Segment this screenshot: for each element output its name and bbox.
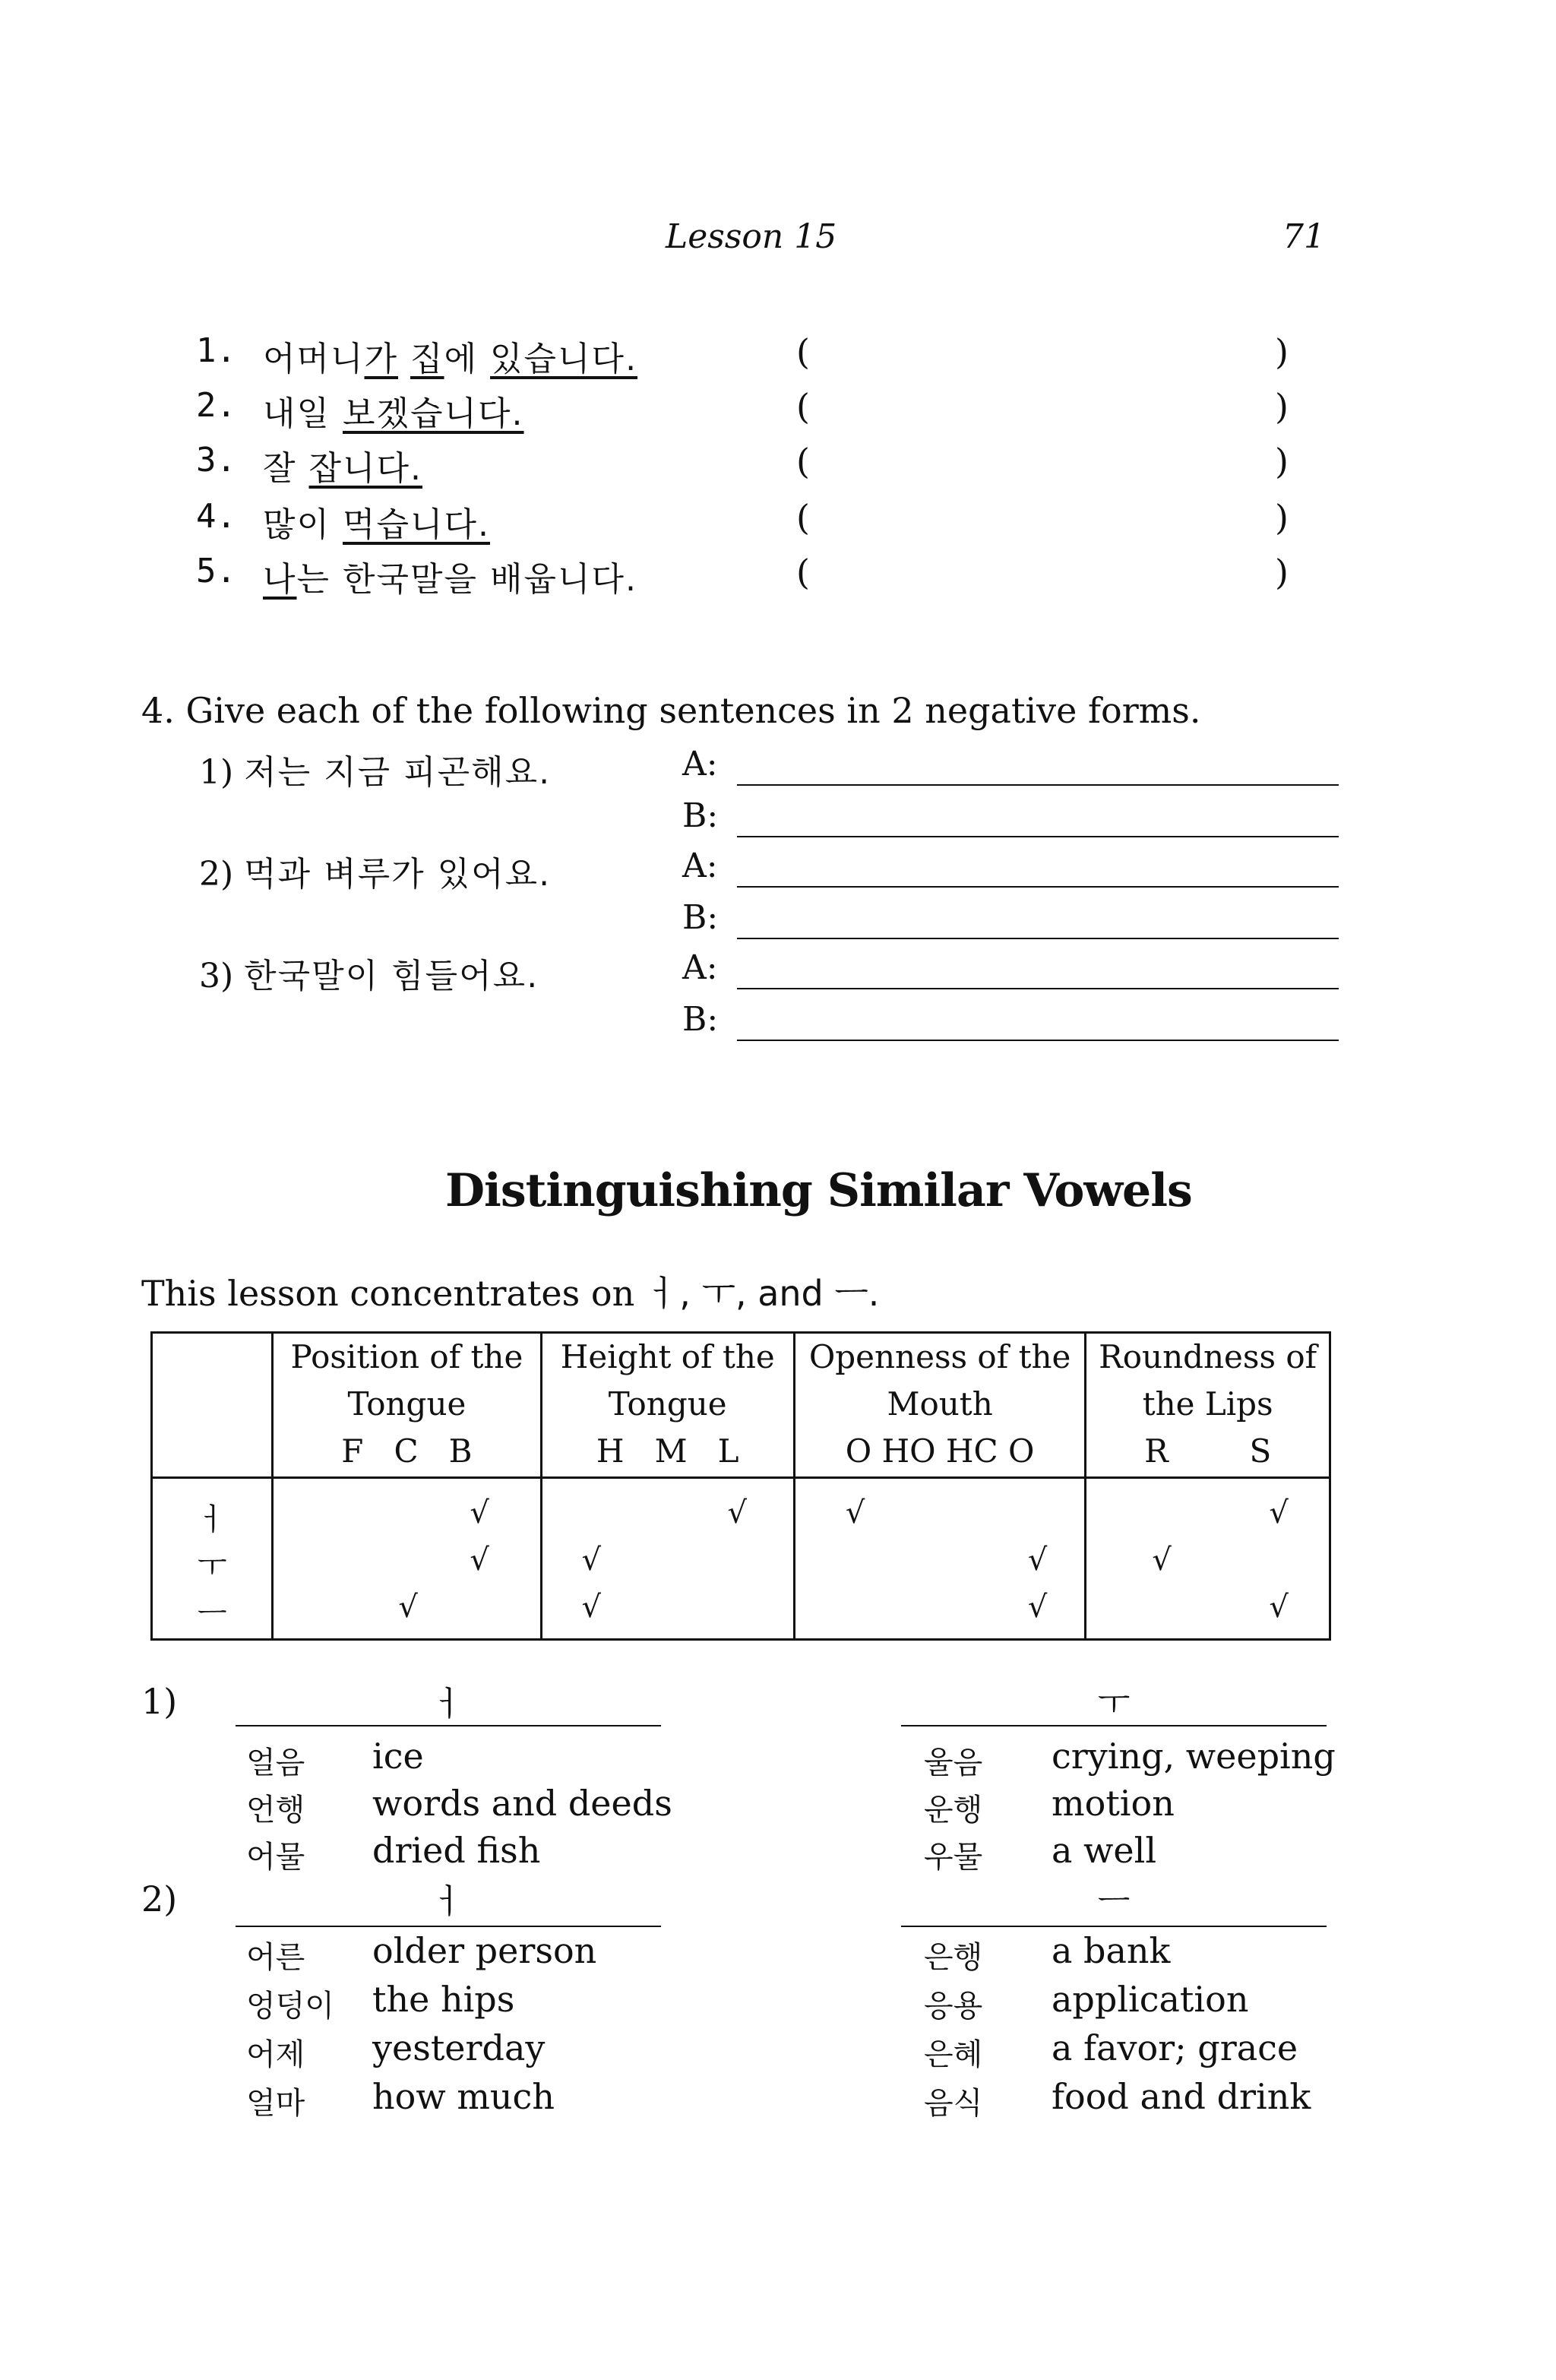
english-gloss: words and deeds (372, 1783, 672, 1824)
english-gloss: older person (372, 1930, 597, 1971)
check-mark: √ (398, 1590, 418, 1625)
answer-label-a: A: (682, 745, 718, 783)
vowel-label: ㅜ (197, 1549, 227, 1584)
position-cell (273, 1478, 541, 1640)
answer-paren-close: ) (1275, 386, 1289, 427)
english-gloss: a favor; grace (1052, 2027, 1298, 2068)
source-sentence (199, 847, 551, 895)
korean-sentence (263, 552, 637, 600)
answer-paren-close: ) (1275, 497, 1289, 538)
page-number: 71 (1282, 217, 1325, 256)
exercise-3-item (196, 386, 1305, 439)
negative-form-item (199, 948, 1339, 999)
answer-label-b: B: (682, 1000, 719, 1039)
sentence-segment: 어머니 (263, 340, 365, 378)
vowel-label: ㅓ (197, 1502, 227, 1537)
korean-sentence: 저는 지금 피곤해요. (244, 753, 552, 792)
column-header-openness (794, 1333, 1085, 1478)
korean-word: 운행 (924, 1793, 983, 1828)
answer-label-b: B: (682, 796, 719, 835)
check-mark: √ (845, 1495, 865, 1530)
openness-cell (794, 1478, 1085, 1640)
table-corner-cell (152, 1333, 273, 1478)
vowel-feature-table (150, 1331, 1331, 1641)
column-header-line: Mouth (887, 1385, 993, 1423)
korean-word: 우물 (924, 1840, 983, 1875)
answer-label-a: A: (682, 948, 718, 987)
underlined-segment: 가 (364, 340, 399, 378)
answer-label-b: B: (682, 898, 719, 937)
check-mark: √ (1269, 1590, 1289, 1625)
answer-blank-b[interactable] (737, 938, 1339, 939)
divider (236, 1725, 661, 1726)
column-header-height (541, 1333, 794, 1478)
sentence-segment: 에 (444, 340, 491, 378)
korean-word: 은행 (924, 1940, 983, 1975)
column-header-line: Height of the (560, 1338, 775, 1375)
korean-word: 어물 (246, 1840, 305, 1875)
korean-sentence: 한국말이 힘들어요. (244, 957, 539, 995)
column-header-position (273, 1333, 541, 1478)
check-mark: √ (1027, 1590, 1048, 1625)
sentence-segment: 많이 (263, 505, 343, 544)
group-2-left-heading: ㅓ (432, 1882, 465, 1921)
check-mark: √ (581, 1543, 602, 1578)
answer-label-a: A: (682, 847, 718, 885)
english-gloss: food and drink (1052, 2076, 1311, 2117)
exercise-3-item (196, 497, 1305, 550)
sentence-segment: 는 한국말을 배웁니다. (296, 560, 638, 599)
korean-sentence (263, 386, 524, 435)
check-mark: √ (581, 1590, 602, 1625)
negative-form-item (199, 847, 1339, 897)
english-gloss: a bank (1052, 1930, 1171, 1971)
table-body-row (152, 1478, 1330, 1640)
check-mark: √ (1269, 1495, 1289, 1530)
answer-paren-open: ( (796, 331, 810, 372)
korean-word: 음식 (924, 2086, 983, 2121)
korean-sentence (263, 497, 490, 546)
check-mark: √ (470, 1543, 489, 1578)
korean-word: 어른 (246, 1940, 305, 1975)
check-mark: √ (470, 1495, 489, 1530)
answer-blank-b[interactable] (737, 836, 1339, 837)
korean-sentence: 먹과 벼루가 있어요. (244, 855, 552, 894)
column-header-line: Position of the (290, 1338, 523, 1375)
exercise-3-item (196, 552, 1305, 605)
answer-paren-close: ) (1275, 331, 1289, 372)
divider (901, 1725, 1327, 1726)
english-gloss: application (1052, 1979, 1249, 2020)
korean-word: 울음 (924, 1745, 983, 1780)
check-mark: √ (727, 1495, 748, 1530)
divider (236, 1926, 661, 1927)
answer-paren-close: ) (1275, 441, 1289, 482)
column-header-subcodes: H M L (596, 1432, 739, 1470)
item-number: 4. (196, 497, 236, 536)
negative-form-item-b (199, 796, 1339, 847)
answer-paren-close: ) (1275, 552, 1289, 593)
underlined-segment: 집 (410, 340, 444, 378)
group-1-right-heading: ㅜ (1097, 1685, 1131, 1723)
group-2-right-heading: ㅡ (1097, 1882, 1131, 1921)
check-mark: √ (1027, 1543, 1048, 1578)
korean-word: 언행 (246, 1793, 305, 1828)
group-1-label: 1) (141, 1681, 178, 1722)
negative-form-item-b (199, 898, 1339, 948)
exercise-3-item (196, 331, 1305, 385)
english-gloss: the hips (372, 1979, 515, 2020)
korean-word: 얼마 (246, 2086, 305, 2121)
running-head: Lesson 15 (666, 217, 837, 256)
english-gloss: crying, weeping (1052, 1736, 1336, 1777)
divider (901, 1926, 1327, 1927)
korean-sentence (263, 331, 637, 380)
english-gloss: motion (1052, 1783, 1175, 1824)
sentence-segment: 잘 (263, 449, 309, 488)
column-header-subcodes: R S (1144, 1432, 1272, 1470)
section-title: Distinguishing Similar Vowels (445, 1164, 1192, 1217)
korean-word: 응용 (924, 1989, 983, 2024)
column-header-line: the Lips (1142, 1385, 1273, 1423)
column-header-line: Openness of the (808, 1338, 1071, 1375)
underlined-segment: 잡니다. (308, 449, 422, 488)
underlined-segment: 보겠습니다. (343, 394, 524, 433)
answer-blank-a[interactable] (737, 784, 1339, 786)
answer-paren-open: ( (796, 441, 810, 482)
roundness-cell (1086, 1478, 1330, 1640)
height-cell (541, 1478, 794, 1640)
negative-form-item (199, 745, 1339, 795)
section-intro (141, 1266, 879, 1316)
table-header-row (152, 1333, 1330, 1478)
group-1-left-heading: ㅓ (432, 1685, 465, 1723)
source-sentence (199, 948, 539, 997)
answer-blank-b[interactable] (737, 1040, 1339, 1041)
sentence-segment (398, 340, 410, 378)
korean-word: 얼음 (246, 1745, 305, 1780)
column-header-line: Tongue (608, 1385, 727, 1423)
item-number: 1) (199, 753, 234, 792)
check-mark: √ (1152, 1543, 1172, 1578)
column-header-subcodes: O HO HC O (845, 1432, 1035, 1470)
underlined-segment: 있습니다. (490, 340, 638, 378)
english-gloss: ice (372, 1736, 424, 1777)
item-number: 1. (196, 331, 236, 370)
item-number: 3. (196, 441, 236, 479)
english-gloss: a well (1052, 1830, 1157, 1871)
column-header-roundness (1086, 1333, 1330, 1478)
vowel-column (152, 1478, 273, 1640)
sentence-segment: 내일 (263, 394, 343, 433)
item-number: 5. (196, 552, 236, 590)
korean-word: 은혜 (924, 2037, 983, 2072)
english-gloss: dried fish (372, 1830, 541, 1871)
item-number: 2) (199, 855, 234, 894)
korean-word: 어제 (246, 2037, 305, 2072)
underlined-segment: 나 (263, 560, 297, 599)
column-header-subcodes: F C B (341, 1432, 473, 1470)
intro-text: This lesson concentrates on (141, 1273, 635, 1314)
answer-blank-a[interactable] (737, 886, 1339, 888)
english-gloss: how much (372, 2076, 555, 2117)
answer-paren-open: ( (796, 497, 810, 538)
group-2-label: 2) (141, 1878, 178, 1920)
vowel-label: ㅡ (197, 1597, 227, 1632)
exercise-4-title: 4. Give each of the following sentences in 2 negative forms. (141, 690, 1201, 731)
korean-sentence (263, 441, 422, 489)
negative-form-item-b (199, 1000, 1339, 1050)
underlined-segment: 먹습니다. (343, 505, 491, 544)
column-header-line: Roundness of (1099, 1338, 1317, 1375)
intro-vowels: ㅓ, ㅜ, and ㅡ. (645, 1273, 880, 1314)
korean-word: 엉덩이 (246, 1989, 334, 2024)
answer-paren-open: ( (796, 386, 810, 427)
answer-blank-a[interactable] (737, 988, 1339, 989)
exercise-3-item (196, 441, 1305, 494)
column-header-line: Tongue (347, 1385, 466, 1423)
source-sentence (199, 745, 551, 793)
answer-paren-open: ( (796, 552, 810, 593)
item-number: 3) (199, 957, 234, 995)
item-number: 2. (196, 386, 236, 425)
english-gloss: yesterday (372, 2027, 546, 2068)
